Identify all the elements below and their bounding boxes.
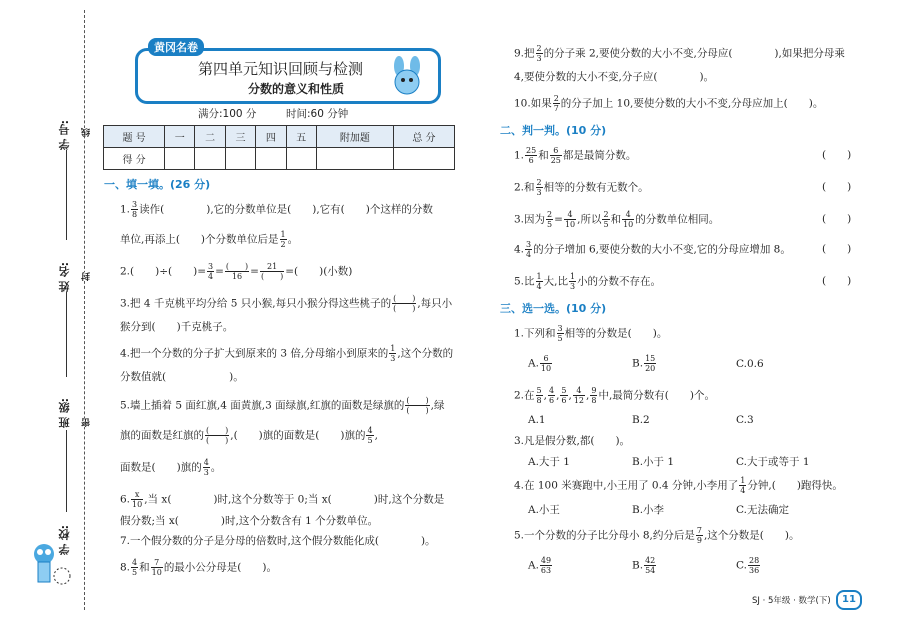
choice-2-option-c[interactable]: C.3 xyxy=(736,414,754,426)
fraction: $\frac{21}{( )}$ xyxy=(260,262,284,281)
choice-2-option-b[interactable]: B.2 xyxy=(632,414,650,426)
question-10: 10.如果 $\frac{2}{7}$ 的分子加上 10,要使分数的大小不变,分母应加上( )。 xyxy=(514,94,824,113)
mascot-pencil-icon xyxy=(28,540,72,588)
choice-3: 3.凡是假分数,都( )。 xyxy=(514,435,631,447)
fraction: $\frac{49}{63}$ xyxy=(540,556,552,575)
score-cell[interactable] xyxy=(225,148,255,170)
fraction-blank[interactable]: $\frac{( )}{( )}$ xyxy=(393,294,416,313)
binding-dashed-line xyxy=(84,10,85,610)
fraction: $\frac{2}{5}$ xyxy=(547,210,553,229)
score-cell[interactable] xyxy=(316,148,393,170)
score-cell[interactable] xyxy=(286,148,316,170)
fraction: $\frac{7}{10}$ xyxy=(151,558,162,577)
score-table-header-row xyxy=(104,126,455,148)
class-label: 班 级: xyxy=(58,398,71,429)
choice-5-option-c[interactable]: C. $\frac{28}{36}$ xyxy=(736,556,760,575)
rabbit-mascot-icon xyxy=(385,56,431,100)
fraction: $\frac{1}{4}$ xyxy=(740,476,746,495)
fraction: $\frac{2}{5}$ xyxy=(603,210,609,229)
fraction: $\frac{2}{3}$ xyxy=(536,44,542,63)
choice-2-option-a[interactable]: A.1 xyxy=(528,414,546,426)
fraction: $\frac{25}{6}$ xyxy=(526,146,537,165)
judge-3: 3.因为 $\frac{2}{5}$ = $\frac{4}{10}$ ,所以 $\frac{2}{5}$ 和 $\frac{4}{10}$ 的分数单位相同。 xyxy=(514,210,720,229)
choice-5-option-a[interactable]: A. $\frac{49}{63}$ xyxy=(528,556,552,575)
section3-title: 三、选一选。(10 分) xyxy=(500,302,607,315)
mark-dense: 密 xyxy=(82,418,92,427)
question-3: 3.把 4 千克桃平均分给 5 只小猴,每只小猴分得这些桃子的 $\frac{( )}{( )}$ ,每只小 xyxy=(120,294,453,313)
header-cell: 三 xyxy=(225,126,255,148)
fraction: $\frac{1}{3}$ xyxy=(390,344,396,363)
header-cell: 五 xyxy=(286,126,316,148)
page-number-badge: 11 xyxy=(836,590,862,610)
choice-3-option-c[interactable]: C.大于或等于 1 xyxy=(736,456,810,468)
fraction: $\frac{4}{6}$ xyxy=(548,386,555,405)
page-title: 第四单元知识回顾与检测 xyxy=(198,60,364,78)
fraction: $\frac{9}{8}$ xyxy=(591,386,597,405)
fraction: $\frac{1}{4}$ xyxy=(536,272,542,291)
class-field[interactable] xyxy=(66,430,67,512)
choice-1: 1.下列和 $\frac{3}{5}$ 相等的分数是( )。 xyxy=(514,324,668,343)
fraction: $\frac{2}{7}$ xyxy=(553,94,559,113)
judge-4-answer[interactable]: ( ) xyxy=(822,243,852,255)
question-1: 1. $\frac{3}{8}$ 读作( ),它的分数单位是( ),它有( )个这样的分数 xyxy=(120,200,433,219)
fraction-blank[interactable]: $\frac{( )}{( )}$ xyxy=(206,426,229,445)
fraction: $\frac{1}{3}$ xyxy=(569,272,576,291)
name-label: 姓 名: xyxy=(58,262,71,293)
score-cell[interactable] xyxy=(393,148,454,170)
score-label: 得 分 xyxy=(104,148,165,170)
question-8: 8. $\frac{4}{5}$ 和 $\frac{7}{10}$ 的最小公分母是( )。 xyxy=(120,558,278,577)
student-id-field[interactable] xyxy=(66,150,67,240)
fraction: $\frac{5}{8}$ xyxy=(536,386,542,405)
fraction: $\frac{6}{25}$ xyxy=(550,146,561,165)
fraction: $\frac{3}{4}$ xyxy=(526,240,532,259)
brand-badge: 黄冈名卷 xyxy=(148,38,204,56)
judge-2: 2.和 $\frac{2}{3}$ 相等的分数有无数个。 xyxy=(514,178,649,197)
fraction: $\frac{7}{9}$ xyxy=(696,526,702,545)
question-2: 2.( )÷( )= $\frac{3}{4}$ = $\frac{( )}{16}$ = $\frac{21}{( )}$ =( )(小数) xyxy=(120,262,353,281)
question-5-cont: 旗的面数是红旗的 $\frac{( )}{( )}$ ,( )旗的面数是( )旗的 $\frac{4}{5}$ , xyxy=(120,426,378,445)
fraction: $\frac{4}{10}$ xyxy=(623,210,634,229)
choice-1-option-c[interactable]: C.0.6 xyxy=(736,358,764,370)
header-cell: 总 分 xyxy=(393,126,454,148)
choice-3-option-b[interactable]: B.小于 1 xyxy=(632,456,675,468)
fraction: $\frac{15}{20}$ xyxy=(645,354,656,373)
score-cell[interactable] xyxy=(195,148,225,170)
header-cell: 附加题 xyxy=(316,126,393,148)
fraction: $\frac{4}{12}$ xyxy=(573,386,585,405)
mark-line: 线 xyxy=(82,128,92,137)
header-cell: 四 xyxy=(256,126,286,148)
fraction: $\frac{4}{3}$ xyxy=(203,458,209,477)
judge-2-answer[interactable]: ( ) xyxy=(822,181,852,193)
choice-5: 5.一个分数的分子比分母小 8,约分后是 $\frac{7}{9}$ ,这个分数是( )。 xyxy=(514,526,800,545)
page-subtitle: 分数的意义和性质 xyxy=(248,82,345,96)
fraction: $\frac{( )}{16}$ xyxy=(225,262,249,281)
fraction: $\frac{4}{5}$ xyxy=(132,558,138,577)
name-field[interactable] xyxy=(66,292,67,377)
question-7: 7.一个假分数的分子是分母的倍数时,这个假分数能化成( )。 xyxy=(120,535,436,547)
score-cell[interactable] xyxy=(165,148,195,170)
fraction: $\frac{6}{10}$ xyxy=(540,354,552,373)
choice-4-option-a[interactable]: A.小王 xyxy=(528,504,560,516)
judge-5: 5.比 $\frac{1}{4}$ 大,比 $\frac{1}{3}$ 小的分数不存在。 xyxy=(514,272,662,291)
header-cell: 一 xyxy=(165,126,195,148)
choice-5-option-b[interactable]: B. $\frac{42}{54}$ xyxy=(632,556,656,575)
score-table-score-row xyxy=(104,148,455,170)
fraction: $\frac{3}{8}$ xyxy=(132,200,138,219)
mark-seal: 封 xyxy=(82,272,92,281)
score-table xyxy=(103,125,455,170)
choice-4-option-c[interactable]: C.无法确定 xyxy=(736,504,789,516)
section1-title: 一、填一填。(26 分) xyxy=(104,178,211,191)
fraction: $\frac{1}{2}$ xyxy=(280,230,286,249)
fraction: $\frac{4}{5}$ xyxy=(367,426,373,445)
fraction: $\frac{5}{6}$ xyxy=(561,386,567,405)
header-cell: 二 xyxy=(195,126,225,148)
question-3-cont: 猴分到( )千克桃子。 xyxy=(120,321,234,333)
question-6: 6. $\frac{x}{10}$ ,当 x( )时,这个分数等于 0;当 x( )时,这个分数是 xyxy=(120,490,445,509)
full-score: 满分:100 分 xyxy=(198,108,257,120)
score-cell[interactable] xyxy=(256,148,286,170)
question-4: 4.把一个分数的分子扩大到原来的 3 倍,分母缩小到原来的 $\frac{1}{3}$ ,这个分数的 xyxy=(120,344,454,363)
choice-2: 2.在 $\frac{5}{8}$ , $\frac{4}{6}$ , $\frac{5}{6}$ , $\frac{4}{12}$ , $\frac{9}{8}$ 中,最简分数有( )个。 xyxy=(514,386,715,405)
fraction: $\frac{x}{10}$ xyxy=(132,490,143,509)
fraction: $\frac{3}{5}$ xyxy=(557,324,563,343)
question-1-cont: 单位,再添上( )个分数单位后是 $\frac{1}{2}$ 。 xyxy=(120,230,299,249)
fraction-blank[interactable]: $\frac{( )}{( )}$ xyxy=(406,396,429,415)
student-id-label: 学 号: xyxy=(58,120,71,151)
school-label: 学 校: xyxy=(58,525,71,556)
header-cell: 题 号 xyxy=(104,126,165,148)
question-4-cont: 分数值就( )。 xyxy=(120,371,244,383)
exam-time: 时间:60 分钟 xyxy=(286,108,349,120)
question-9-cont: 4,要使分数的大小不变,分子应( )。 xyxy=(514,71,715,83)
choice-3-option-a[interactable]: A.大于 1 xyxy=(528,456,570,468)
judge-1: 1. $\frac{25}{6}$ 和 $\frac{6}{25}$ 都是最简分数。 xyxy=(514,146,637,165)
judge-3-answer[interactable]: ( ) xyxy=(822,213,852,225)
fraction: $\frac{4}{10}$ xyxy=(564,210,576,229)
question-9: 9.把 $\frac{2}{3}$ 的分子乘 2,要使分数的大小不变,分母应( ),如果把分母乘 xyxy=(514,44,845,63)
footer-book-info: SJ · 5年级 · 数学(下) xyxy=(752,596,831,606)
judge-5-answer[interactable]: ( ) xyxy=(822,275,852,287)
judge-4: 4. $\frac{3}{4}$ 的分子增加 6,要使分数的大小不变,它的分母应增加 8。 xyxy=(514,240,791,259)
choice-4: 4.在 100 米赛跑中,小王用了 0.4 分钟,小李用了 $\frac{1}{4}$ 分钟,( )跑得快。 xyxy=(514,476,843,495)
fraction: $\frac{28}{36}$ xyxy=(749,556,760,575)
fraction: $\frac{42}{54}$ xyxy=(645,556,656,575)
question-6-cont: 假分数;当 x( )时,这个分数含有 1 个分数单位。 xyxy=(120,515,379,527)
question-5-cont2: 面数是( )旗的 $\frac{4}{3}$ 。 xyxy=(120,458,222,477)
choice-1-option-a[interactable]: A. $\frac{6}{10}$ xyxy=(528,354,552,373)
fraction: $\frac{2}{3}$ xyxy=(536,178,542,197)
choice-4-option-b[interactable]: B.小李 xyxy=(632,504,665,516)
choice-1-option-b[interactable]: B. $\frac{15}{20}$ xyxy=(632,354,656,373)
question-5: 5.墙上插着 5 面红旗,4 面黄旗,3 面绿旗,红旗的面数是绿旗的 $\frac{( )}{( )}$ ,绿 xyxy=(120,396,445,415)
judge-1-answer[interactable]: ( ) xyxy=(822,149,852,161)
section2-title: 二、判一判。(10 分) xyxy=(500,124,607,137)
fraction: $\frac{3}{4}$ xyxy=(208,262,214,281)
